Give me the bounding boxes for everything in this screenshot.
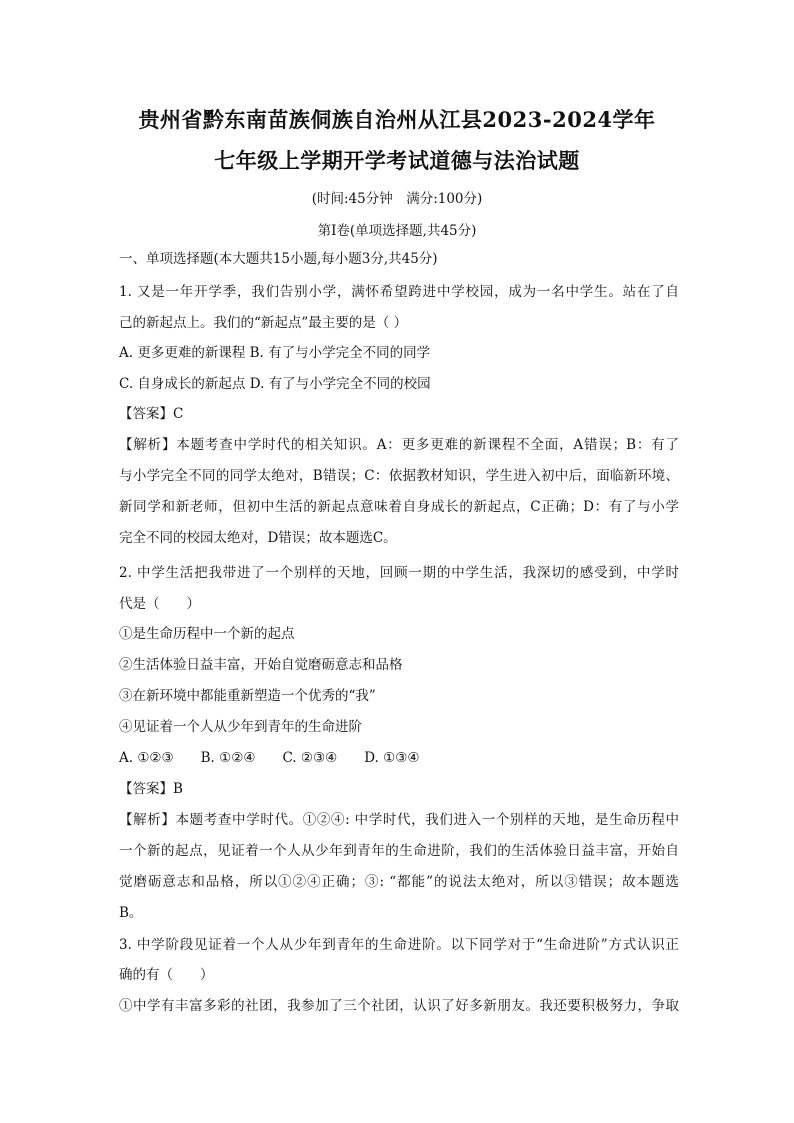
q1-analysis-line1: 【解析】本题考查中学时代的相关知识。A：更多更难的新课程不全面，A错误；B：有了 xyxy=(119,437,679,453)
q2-stem-line1: 2. 中学生活把我带进了一个别样的天地，回顾一期的中学生活，我深切的感受到，中学时 xyxy=(119,565,679,581)
q2-stem-line2: 代是（ ） xyxy=(119,596,200,612)
q3-item1: ①中学有丰富多彩的社团，我参加了三个社团，认识了好多新朋友。我还要积极努力，争取 xyxy=(119,998,679,1014)
q2-analysis-line1: 【解析】本题考查中学时代。①②④: 中学时代，我们进入一个别样的天地，是生命历程中 xyxy=(119,812,679,828)
q1-options-line2: C. 自身成长的新起点 D. 有了与小学完全不同的校园 xyxy=(119,376,431,392)
q1-stem-line2: 己的新起点上。我们的“新起点”最主要的是（ ） xyxy=(119,315,408,331)
q2-item4: ④见证着一个人从少年到青年的生命进阶 xyxy=(119,719,362,735)
q2-item3: ③在新环境中都能重新塑造一个优秀的“我” xyxy=(119,688,376,704)
q3-stem-line1: 3. 中学阶段见证着一个人从少年到青年的生命进阶。以下同学对于“生命进阶”方式认识正 xyxy=(119,937,679,953)
document-title-line1: 贵州省黔东南苗族侗族自治州从江县2023-2024学年 xyxy=(138,107,656,132)
q3-stem-line2: 确的有（ ） xyxy=(119,967,214,983)
q1-analysis-line2: 与小学完全不同的同学太绝对，B错误；C：依据教材知识，学生进入初中后，面临新环境、 xyxy=(119,468,679,484)
document-title-line2: 七年级上学期开学考试道德与法治试题 xyxy=(214,148,580,173)
q2-options: A. ①②③ B. ①②④ C. ②③④ D. ①③④ xyxy=(119,750,420,766)
q1-stem-line1: 1. 又是一年开学季，我们告别小学，满怀希望跨进中学校园，成为一名中学生。站在了自 xyxy=(119,284,679,300)
part-heading: 第Ⅰ卷(单项选择题,共45分) xyxy=(317,223,477,239)
q1-options-line1: A. 更多更难的新课程 B. 有了与小学完全不同的同学 xyxy=(119,345,431,361)
q1-analysis-line4: 完全不同的校园太绝对，D错误；故本题选C。 xyxy=(119,530,397,546)
q2-analysis-line3: 觉磨砺意志和品格，所以①②④正确；③: “都能”的说法太绝对，所以③错误；故本题选 xyxy=(119,874,679,890)
q1-analysis-line3: 新同学和新老师，但初中生活的新起点意味着自身成长的新起点，C正确；D：有了与小学 xyxy=(119,499,679,515)
time-info: (时间:45分钟 满分:100分) xyxy=(311,191,483,207)
q2-answer: 【答案】B xyxy=(119,781,183,797)
q2-analysis-line4: B。 xyxy=(119,905,143,921)
q1-answer: 【答案】C xyxy=(119,406,184,422)
q2-item1: ①是生命历程中一个新的起点 xyxy=(119,626,295,642)
q2-item2: ②生活体验日益丰富，开始自觉磨砺意志和品格 xyxy=(119,657,403,673)
q2-analysis-line2: 一个新的起点，见证着一个人从少年到青年的生命进阶，我们的生活体验日益丰富，开始自 xyxy=(119,843,679,859)
section-heading: 一、单项选择题(本大题共15小题,每小题3分,共45分) xyxy=(119,251,438,267)
